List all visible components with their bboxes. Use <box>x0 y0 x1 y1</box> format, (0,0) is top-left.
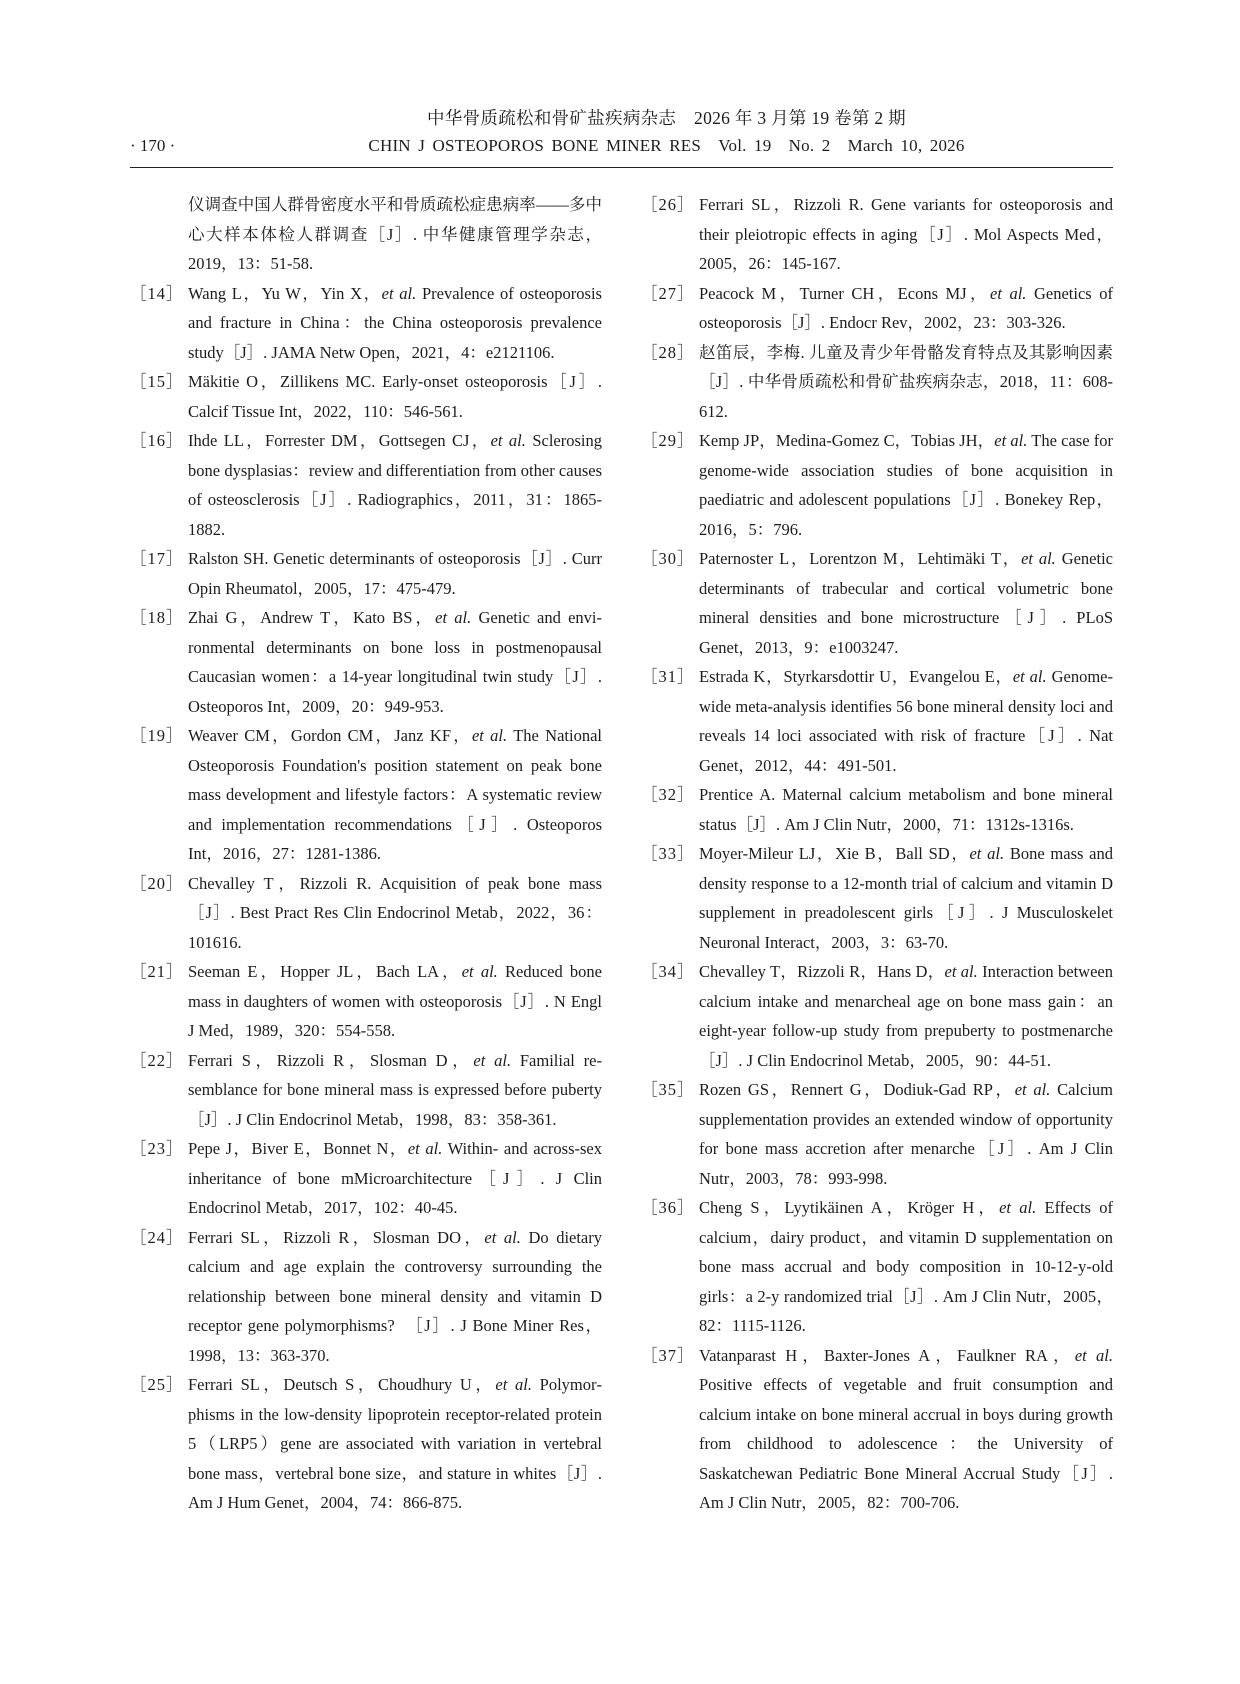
reference-column-left <box>130 190 602 1518</box>
reference-text: Vatanparast H，Baxter-Jones A，Faulkner RA，et al. Positive effects of vegetable and fruit consumption and calcium intake on bone mineral accrual in boys during growth from childhood to adolescence：the University of Saskatchewan Pediatric Bone Mineral Accrual Study［J］. Am J Clin Nutr，2005，82：700-706. <box>699 1345 1113 1512</box>
reference-item <box>641 190 1113 279</box>
reference-item <box>641 338 1113 427</box>
reference-number: ［35］ <box>641 1080 695 1099</box>
reference-number: ［31］ <box>641 667 695 686</box>
reference-item <box>641 839 1113 957</box>
reference-item <box>130 367 602 426</box>
header-rule <box>130 167 1113 168</box>
journal-title-cn: 中华骨质疏松和骨矿盐疾病杂志 2026 年 3 月第 19 卷第 2 期 <box>427 108 906 128</box>
reference-text: Pepe J，Biver E，Bonnet N，et al. Within- and across-sex inheritance of bone mMicroarchitecture［J］. J Clin Endocrinol Metab，2017，102：40-45. <box>188 1139 603 1217</box>
reference-text: Wang L，Yu W，Yin X，et al. Prevalence of osteoporosis and fracture in China：the China osteoporosis prevalence study［J］. JAMA Netw Open，2021，4：e2121106. <box>188 283 602 362</box>
journal-title-en: CHIN J OSTEOPOROS BONE MINER RES Vol. 19 No. 2 March 10, 2026 <box>368 136 965 155</box>
reference-item <box>641 1075 1113 1193</box>
reference-item <box>130 279 602 368</box>
reference-number: ［16］ <box>130 431 184 450</box>
reference-text: Moyer-Mileur LJ，Xie B，Ball SD，et al. Bone mass and density response to a 12-month trial of calcium and vitamin D supplement in preadolescent girls［J］. J Musculoskelet Neuronal Interact，2003，3：63-70. <box>699 844 1114 952</box>
reference-item <box>130 957 602 1046</box>
reference-text: Ihde LL，Forrester DM，Gottsegen CJ，et al. Sclerosing bone dysplasias：review and differentiation from other causes of osteosclerosis［J］. Radiographics，2011，31：1865-1882. <box>188 431 602 539</box>
reference-number: ［32］ <box>641 785 695 804</box>
reference-number: ［37］ <box>641 1345 695 1365</box>
reference-item <box>130 603 602 721</box>
reference-text: Chevalley T，Rizzoli R，Hans D，et al. Interaction between calcium intake and menarcheal age on bone mass gain：an eight-year follow-up study from prepuberty to postmenarche［J］. J Clin Endocrinol Metab，2005，90：44-51. <box>699 962 1113 1070</box>
reference-text: Ralston SH. Genetic determinants of osteoporosis［J］. Curr Opin Rheumatol，2005，17：475-479. <box>188 549 602 598</box>
reference-number: ［33］ <box>641 844 695 863</box>
reference-text: Ferrari SL，Rizzoli R，Slosman DO，et al. Do dietary calcium and age explain the controversy surrounding the relationship between bone mineral density and vitamin D receptor gene polymorphisms? ［J］. J Bone Miner Res，1998，13：363-370. <box>188 1227 603 1365</box>
reference-text: Paternoster L，Lorentzon M，Lehtimäki T，et al. Genetic determinants of trabecular and cortical volumetric bone mineral densities and bone microstructure［J］. PLoS Genet，2013，9：e1003247. <box>699 549 1113 657</box>
reference-item <box>130 544 602 603</box>
reference-item <box>641 279 1113 338</box>
reference-item <box>641 1193 1113 1341</box>
reference-text: Seeman E，Hopper JL，Bach LA，et al. Reduced bone mass in daughters of women with osteoporosis［J］. N Engl J Med，1989，320：554-558. <box>188 962 602 1040</box>
reference-text: 赵笛辰，李梅. 儿童及青少年骨骼发育特点及其影响因素［J］. 中华骨质疏松和骨矿盐疾病杂志，2018，11：608-612. <box>699 342 1113 421</box>
reference-number: ［17］ <box>130 549 184 568</box>
reference-item <box>641 426 1113 544</box>
reference-number: ［26］ <box>641 195 695 214</box>
reference-text: Chevalley T，Rizzoli R. Acquisition of peak bone mass［J］. Best Pract Res Clin Endocrinol Metab，2022，36：101616. <box>188 873 602 952</box>
reference-number: ［36］ <box>641 1198 695 1217</box>
reference-item <box>130 1134 602 1223</box>
reference-text: Weaver CM，Gordon CM，Janz KF，et al. The National Osteoporosis Foundation's position statement on peak bone mass development and lifestyle factors：A systematic review and implementation recommendations［J］. Osteoporos Int，2016，27：1281-1386. <box>188 726 603 863</box>
reference-text: Ferrari SL，Rizzoli R. Gene variants for osteoporosis and their pleiotropic effects in aging［J］. Mol Aspects Med，2005，26：145-167. <box>699 195 1113 273</box>
page-number: · 170 · <box>130 136 176 155</box>
reference-list-left <box>130 279 602 1518</box>
reference-item <box>130 1370 602 1518</box>
reference-number: ［20］ <box>130 873 184 893</box>
reference-item <box>641 780 1113 839</box>
reference-number: ［30］ <box>641 549 695 568</box>
reference-number: ［22］ <box>130 1050 184 1070</box>
reference-column-right <box>641 190 1113 1518</box>
reference-number: ［25］ <box>130 1375 184 1394</box>
reference-number: ［29］ <box>641 431 695 450</box>
reference-item <box>641 957 1113 1075</box>
reference-item <box>130 1223 602 1371</box>
reference-continuation: 仪调查中国人群骨密度水平和骨质疏松症患病率——多中心大样本体检人群调查［J］. 中华健康管理学杂志，2019，13：51-58. <box>188 195 602 273</box>
reference-text: Ferrari S，Rizzoli R，Slosman D，et al. Familial resemblance for bone mineral mass is expressed before puberty［J］. J Clin Endocrinol Metab，1998，83：358-361. <box>188 1050 602 1129</box>
reference-number: ［14］ <box>130 283 184 303</box>
reference-text: Zhai G，Andrew T，Kato BS，et al. Genetic and environmental determinants on bone loss in postmenopausal Caucasian women：a 14-year longitudinal twin study［J］. Osteoporos Int，2009，20：949-953. <box>188 608 602 716</box>
reference-item <box>641 1341 1113 1518</box>
reference-number: ［23］ <box>130 1139 184 1158</box>
reference-number: ［27］ <box>641 283 695 303</box>
reference-item <box>641 662 1113 780</box>
reference-text: Ferrari SL，Deutsch S，Choudhury U，et al. Polymorphisms in the low-density lipoprotein receptor-related protein 5（LRP5）gene are associated with variation in vertebral bone mass，vertebral bone size，and stature in whites［J］. Am J Hum Genet，2004，74：866-875. <box>188 1375 602 1512</box>
header-en-row <box>130 132 1113 160</box>
page-header <box>130 104 1113 160</box>
reference-text: Kemp JP，Medina-Gomez C，Tobias JH，et al. The case for genome-wide association studies of bone acquisition in paediatric and adolescent populations［J］. Bonekey Rep，2016，5：796. <box>699 431 1113 539</box>
reference-text: Peacock M，Turner CH，Econs MJ，et al. Genetics of osteoporosis［J］. Endocr Rev，2002，23：303-326. <box>699 283 1113 332</box>
reference-number: ［19］ <box>130 726 184 745</box>
reference-item <box>130 1046 602 1135</box>
reference-text: Mäkitie O，Zillikens MC. Early-onset osteoporosis［J］. Calcif Tissue Int，2022，110：546-561. <box>188 372 602 421</box>
reference-item <box>641 544 1113 662</box>
reference-text: Estrada K，Styrkarsdottir U，Evangelou E，et al. Genome-wide meta-analysis identifies 56 bone mineral density loci and reveals 14 loci associated with risk of fracture［J］. Nat Genet，2012，44：491-501. <box>699 667 1113 775</box>
reference-number: ［21］ <box>130 962 184 981</box>
reference-number: ［28］ <box>641 342 695 362</box>
reference-text: Cheng S，Lyytikäinen A，Kröger H，et al. Effects of calcium，dairy product，and vitamin D supplementation on bone mass accrual and body composition in 10-12-y-old girls：a 2-y randomized trial［J］. Am J Clin Nutr，2005，82：1115-1126. <box>699 1198 1113 1335</box>
reference-text: Prentice A. Maternal calcium metabolism and bone mineral status［J］. Am J Clin Nutr，2000，71：1312s-1316s. <box>699 785 1113 834</box>
reference-number: ［15］ <box>130 372 184 391</box>
reference-number: ［34］ <box>641 962 695 981</box>
reference-text: Rozen GS，Rennert G，Dodiuk-Gad RP，et al. Calcium supplementation provides an extended window of opportunity for bone mass accretion after menarche［J］. Am J Clin Nutr，2003，78：993-998. <box>699 1080 1113 1188</box>
reference-number: ［18］ <box>130 608 184 627</box>
reference-item <box>130 426 602 544</box>
reference-number: ［24］ <box>130 1227 184 1247</box>
reference-item <box>130 721 602 869</box>
reference-item <box>130 869 602 958</box>
reference-list-right <box>641 190 1113 1518</box>
